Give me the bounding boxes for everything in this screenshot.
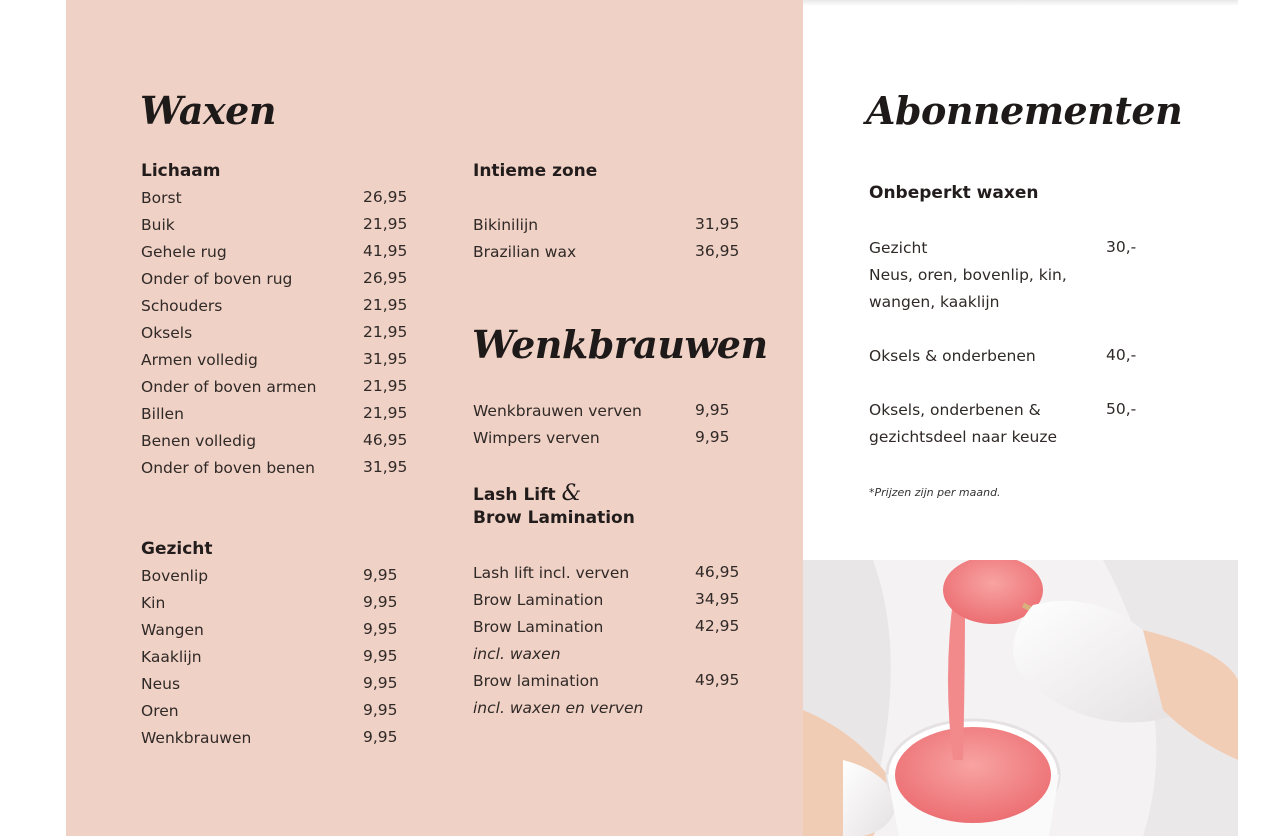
price-row [141,401,413,428]
lash-row [473,614,743,641]
waxen-title: Waxen [140,88,276,133]
plan-price: 40,- [1106,346,1137,364]
item-price: 21,95 [363,377,408,395]
item-name: Wenkbrauwen [141,729,252,747]
item-price: 21,95 [363,404,408,422]
item-price: 9,95 [363,728,398,746]
lash-ampersand: & [561,481,581,506]
lash-item-subtitle: incl. waxen en verven [473,699,644,717]
price-row [141,374,413,401]
price-row [141,590,413,617]
item-name: Bikinilijn [473,216,539,234]
item-name: Brow Lamination [473,618,604,636]
item-name: Oren [141,702,179,720]
lash-heading-text: Lash Lift [473,485,556,505]
item-price: 26,95 [363,188,408,206]
item-name: Kin [141,594,166,612]
item-name: Billen [141,405,184,423]
price-row [141,563,413,590]
price-row [473,398,745,425]
item-price: 21,95 [363,323,408,341]
price-note: *Prijzen zijn per maand. [869,486,1001,499]
intieme-zone-heading: Intieme zone [473,161,598,181]
plan-combi [869,397,1139,424]
plan-name: Gezicht [869,239,928,257]
plan-name: Oksels & onderbenen [869,347,1036,365]
plan-detail: Neus, oren, bovenlip, kin, [869,266,1067,284]
lash-heading-line2: Brow Lamination [473,508,635,528]
item-name: Benen volledig [141,432,257,450]
lichaam-heading: Lichaam [141,161,221,181]
lash-row [473,587,743,614]
item-price: 46,95 [695,563,740,581]
item-price: 21,95 [363,296,408,314]
item-price: 34,95 [695,590,740,608]
price-row [473,239,745,266]
item-price: 9,95 [363,620,398,638]
price-row [141,212,413,239]
item-name: Oksels [141,324,193,342]
lash-heading-line1 [473,481,581,506]
item-name: Schouders [141,297,223,315]
wenkbrauwen-title: Wenkbrauwen [472,322,768,367]
price-row [141,644,413,671]
item-name: Wimpers verven [473,429,600,447]
price-row [141,185,413,212]
gezicht-heading: Gezicht [141,539,213,559]
plan-price: 50,- [1106,400,1137,418]
item-price: 49,95 [695,671,740,689]
price-row [473,425,745,452]
item-price: 46,95 [363,431,408,449]
item-price: 31,95 [695,215,740,233]
price-row [473,212,745,239]
price-row [141,455,413,482]
item-name: Brow lamination [473,672,599,690]
item-name: Lash lift incl. verven [473,564,630,582]
item-price: 9,95 [363,701,398,719]
item-name: Bovenlip [141,567,209,585]
price-row [141,428,413,455]
item-price: 31,95 [363,350,408,368]
item-name: Neus [141,675,181,693]
price-row [141,671,413,698]
abonnementen-title: Abonnementen [866,88,1183,133]
item-name: Kaaklijn [141,648,202,666]
lash-item-subtitle: incl. waxen [473,645,561,663]
price-row [141,698,413,725]
item-name: Wenkbrauwen verven [473,402,642,420]
item-name: Buik [141,216,175,234]
item-name: Armen volledig [141,351,258,369]
plan-detail: wangen, kaaklijn [869,293,1000,311]
plan-detail: gezichtsdeel naar keuze [869,428,1058,446]
item-name: Borst [141,189,182,207]
item-name: Brazilian wax [473,243,577,261]
plan-price: 30,- [1106,238,1137,256]
item-price: 9,95 [695,428,730,446]
waxing-photo [803,560,1238,836]
plan-gezicht [869,235,1139,262]
item-name: Onder of boven benen [141,459,315,477]
item-price: 9,95 [363,647,398,665]
item-price: 41,95 [363,242,408,260]
item-price: 26,95 [363,269,408,287]
price-row [141,320,413,347]
price-row [141,725,413,752]
item-price: 9,95 [695,401,730,419]
price-row [141,347,413,374]
item-name: Onder of boven armen [141,378,317,396]
price-row [141,239,413,266]
item-price: 36,95 [695,242,740,260]
item-name: Gehele rug [141,243,227,261]
item-price: 31,95 [363,458,408,476]
lash-row [473,668,743,695]
price-row [141,617,413,644]
plan-oksels [869,343,1139,370]
item-price: 21,95 [363,215,408,233]
item-name: Brow Lamination [473,591,604,609]
plan-name: Oksels, onderbenen & [869,401,1041,419]
item-price: 9,95 [363,566,398,584]
wax-illustration [803,560,1238,836]
price-row [141,293,413,320]
price-row [141,266,413,293]
item-price: 42,95 [695,617,740,635]
lash-row [473,560,743,587]
item-name: Wangen [141,621,204,639]
top-shadow [803,0,1238,6]
item-price: 9,95 [363,674,398,692]
onbeperkt-heading: Onbeperkt waxen [869,183,1039,203]
item-name: Onder of boven rug [141,270,293,288]
item-price: 9,95 [363,593,398,611]
